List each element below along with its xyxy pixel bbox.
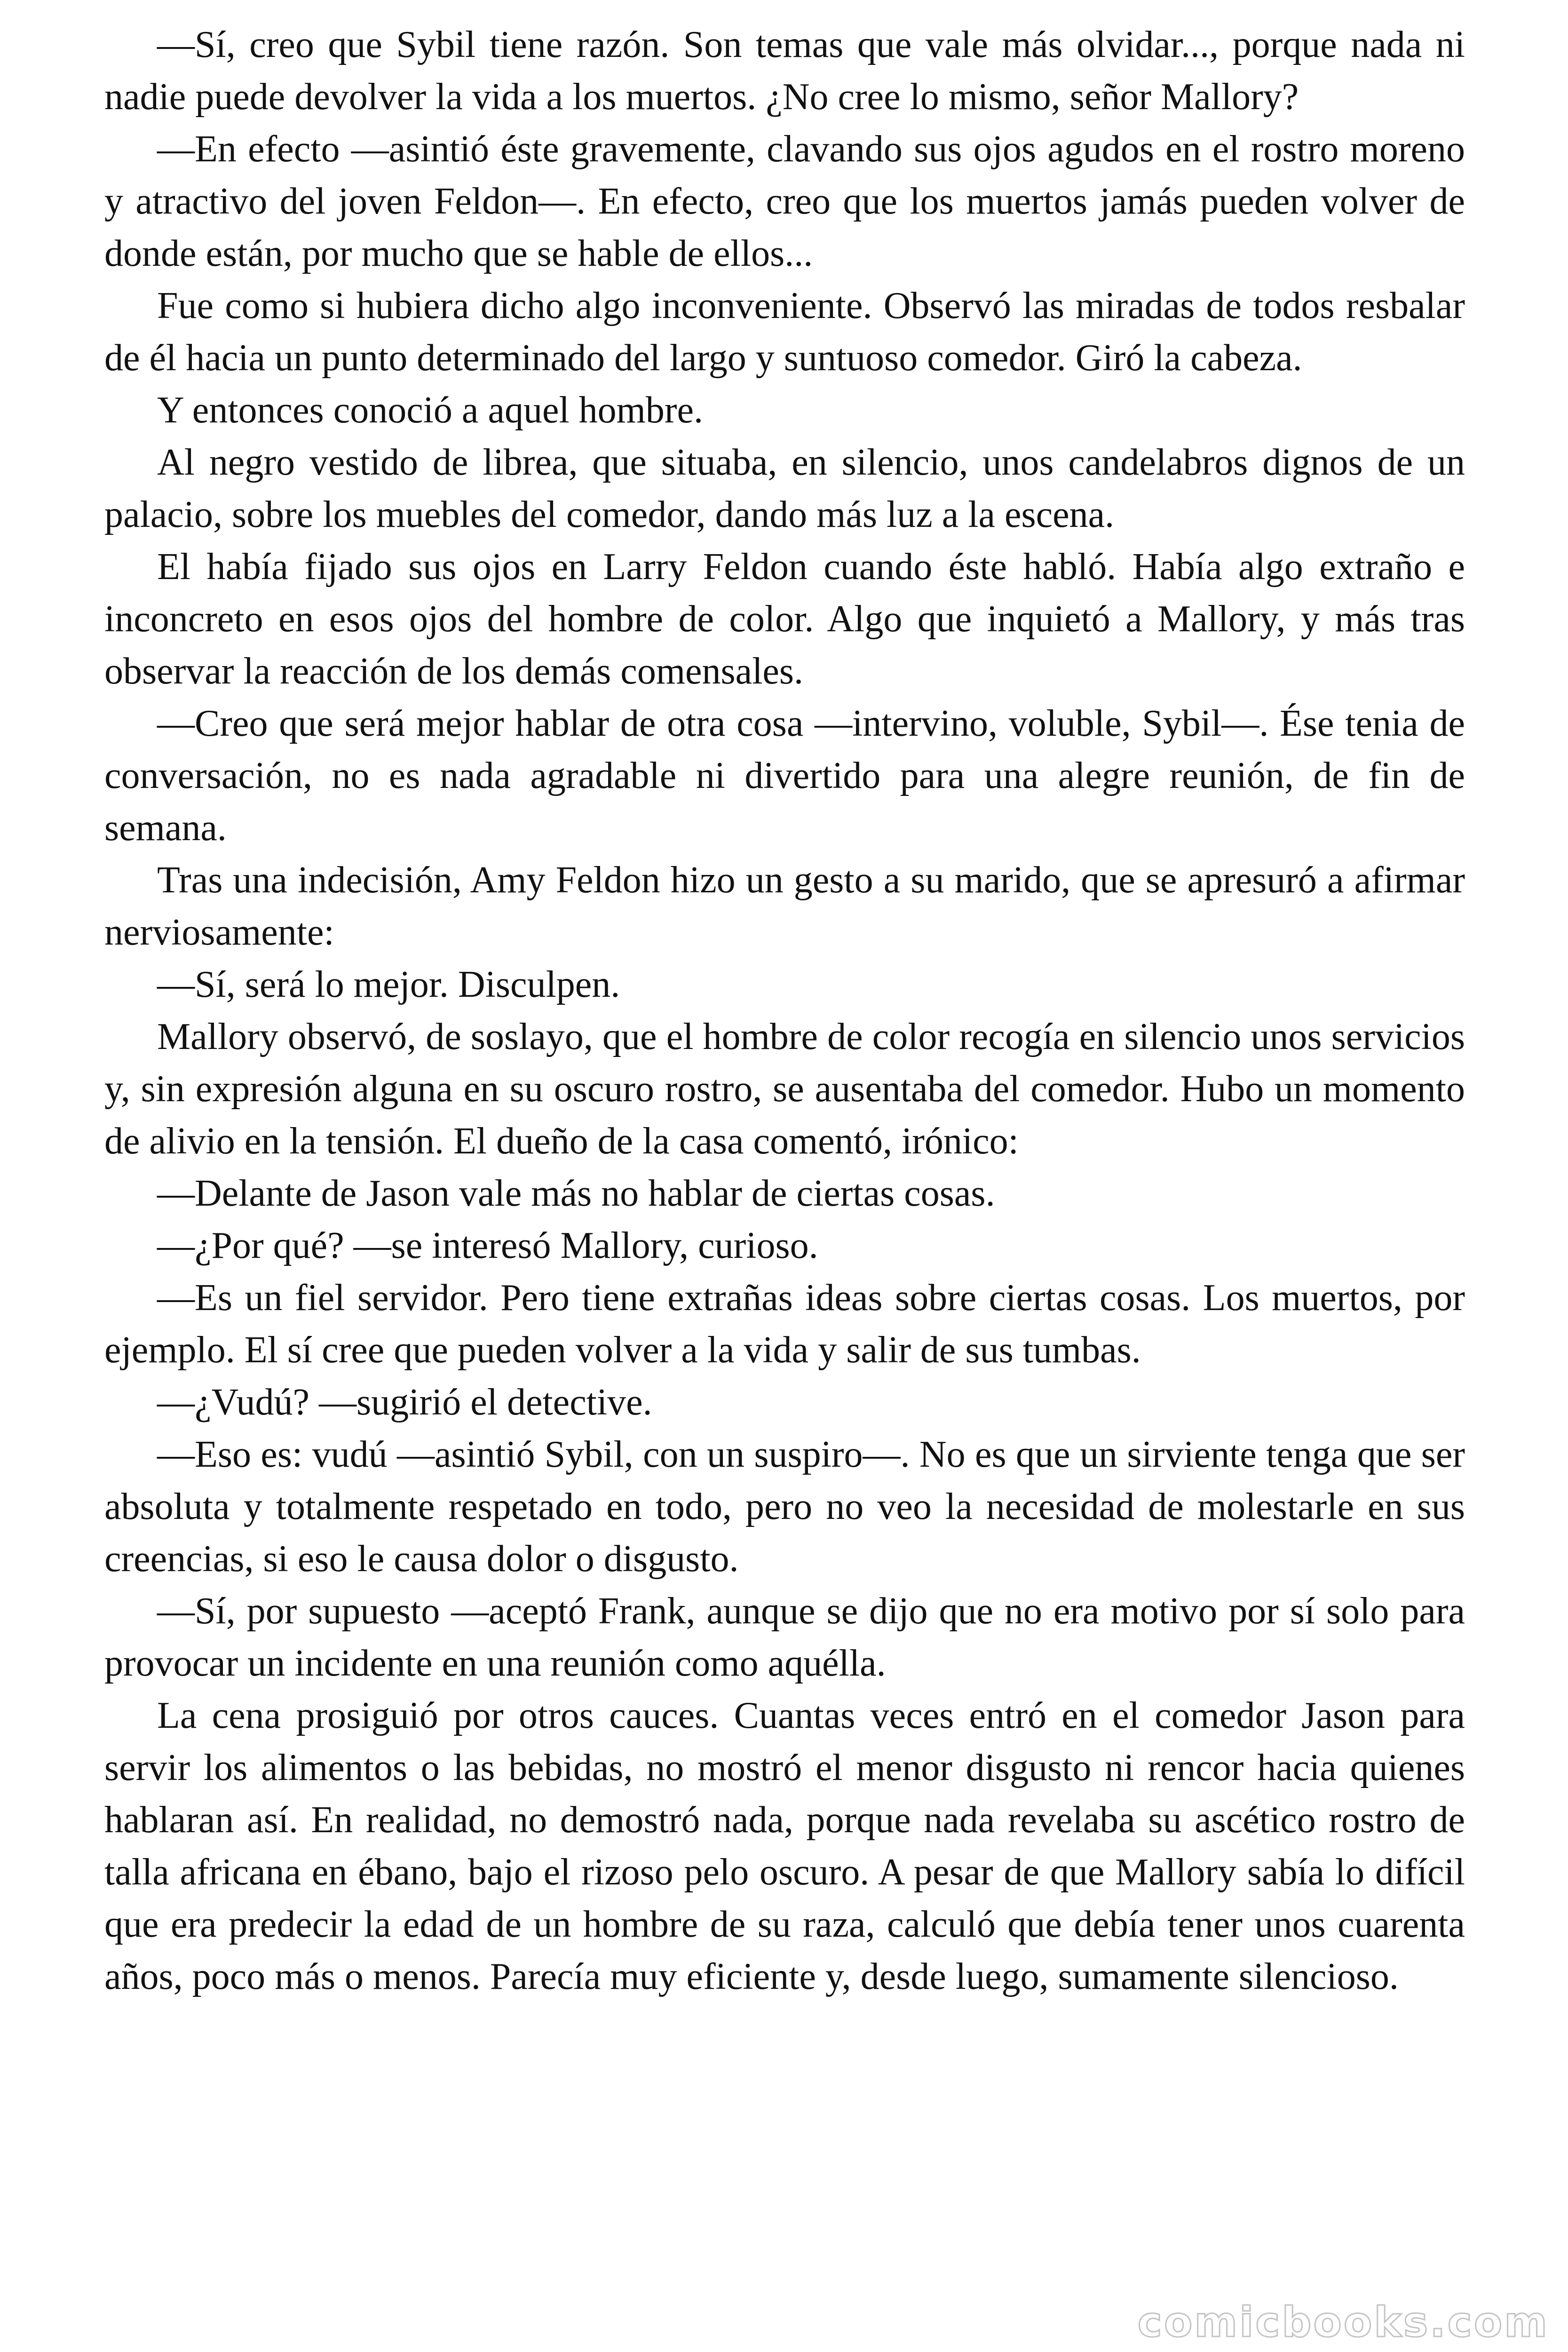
paragraph: —¿Vudú? —sugirió el detective. [157,1382,652,1423]
paragraph: —En efecto —asintió éste gravemente, clavando sus ojos agudos en el rostro moreno y atractivo del joven Feldon—. En efecto, creo que los muertos jamás pueden volver de donde están, por mucho que se hable de ellos... [104,128,1465,274]
paragraph: —Sí, por supuesto —aceptó Frank, aunque se dijo que no era motivo por sí solo para provocar un incidente en una reunión como aquélla. [104,1590,1465,1684]
page-text-body [104,19,1465,2003]
paragraph: —Sí, será lo mejor. Disculpen. [157,964,620,1005]
paragraph: Mallory observó, de soslayo, que el hombre de color recogía en silencio unos servicios y, sin expresión alguna en su oscuro rostro, se ausentaba del comedor. Hubo un momento de alivio en la tensión. El dueño de la casa comentó, irónico: [104,1016,1465,1162]
paragraph: —Sí, creo que Sybil tiene razón. Son temas que vale más olvidar..., porque nada ni nadie puede devolver la vida a los muertos. ¿No cree lo mismo, señor Mallory? [104,24,1465,118]
watermark: comicbooks.com [1137,2298,1549,2346]
paragraph: —¿Por qué? —se interesó Mallory, curioso. [157,1225,818,1266]
paragraph: Al negro vestido de librea, que situaba, en silencio, unos candelabros dignos de un palacio, sobre los muebles del comedor, dando más luz a la escena. [104,442,1465,535]
paragraph: —Delante de Jason vale más no hablar de ciertas cosas. [157,1173,995,1214]
paragraph: —Creo que será mejor hablar de otra cosa —intervino, voluble, Sybil—. Ése tenia de conversación, no es nada agradable ni divertido para una alegre reunión, de fin de semana. [104,703,1465,849]
paragraph: Y entonces conoció a aquel hombre. [157,389,704,431]
paragraph: —Es un fiel servidor. Pero tiene extrañas ideas sobre ciertas cosas. Los muertos, por ejemplo. El sí cree que pueden volver a la vida y salir de sus tumbas. [104,1277,1465,1371]
paragraph: La cena prosiguió por otros cauces. Cuantas veces entró en el comedor Jason para servir los alimentos o las bebidas, no mostró el menor disgusto ni rencor hacia quienes hablaran así. En realidad, no demostró nada, porque nada revelaba su ascético rostro de talla africana en ébano, bajo el rizoso pelo oscuro. A pesar de que Mallory sabía lo difícil que era predecir la edad de un hombre de su raza, calculó que debía tener unos cuarenta años, poco más o menos. Parecía muy eficiente y, desde luego, sumamente silencioso. [104,1695,1465,1997]
paragraph: Fue como si hubiera dicho algo inconveniente. Observó las miradas de todos resbalar de él hacia un punto determinado del largo y suntuoso comedor. Giró la cabeza. [104,285,1465,379]
paragraph: Tras una indecisión, Amy Feldon hizo un gesto a su marido, que se apresuró a afirmar nerviosamente: [104,859,1465,953]
paragraph: —Eso es: vudú —asintió Sybil, con un suspiro—. No es que un sirviente tenga que ser absoluta y totalmente respetado en todo, pero no veo la necesidad de molestarle en sus creencias, si eso le causa dolor o disgusto. [104,1434,1465,1580]
paragraph: El había fijado sus ojos en Larry Feldon cuando éste habló. Había algo extraño e inconcreto en esos ojos del hombre de color. Algo que inquietó a Mallory, y más tras observar la reacción de los demás comensales. [104,546,1465,692]
